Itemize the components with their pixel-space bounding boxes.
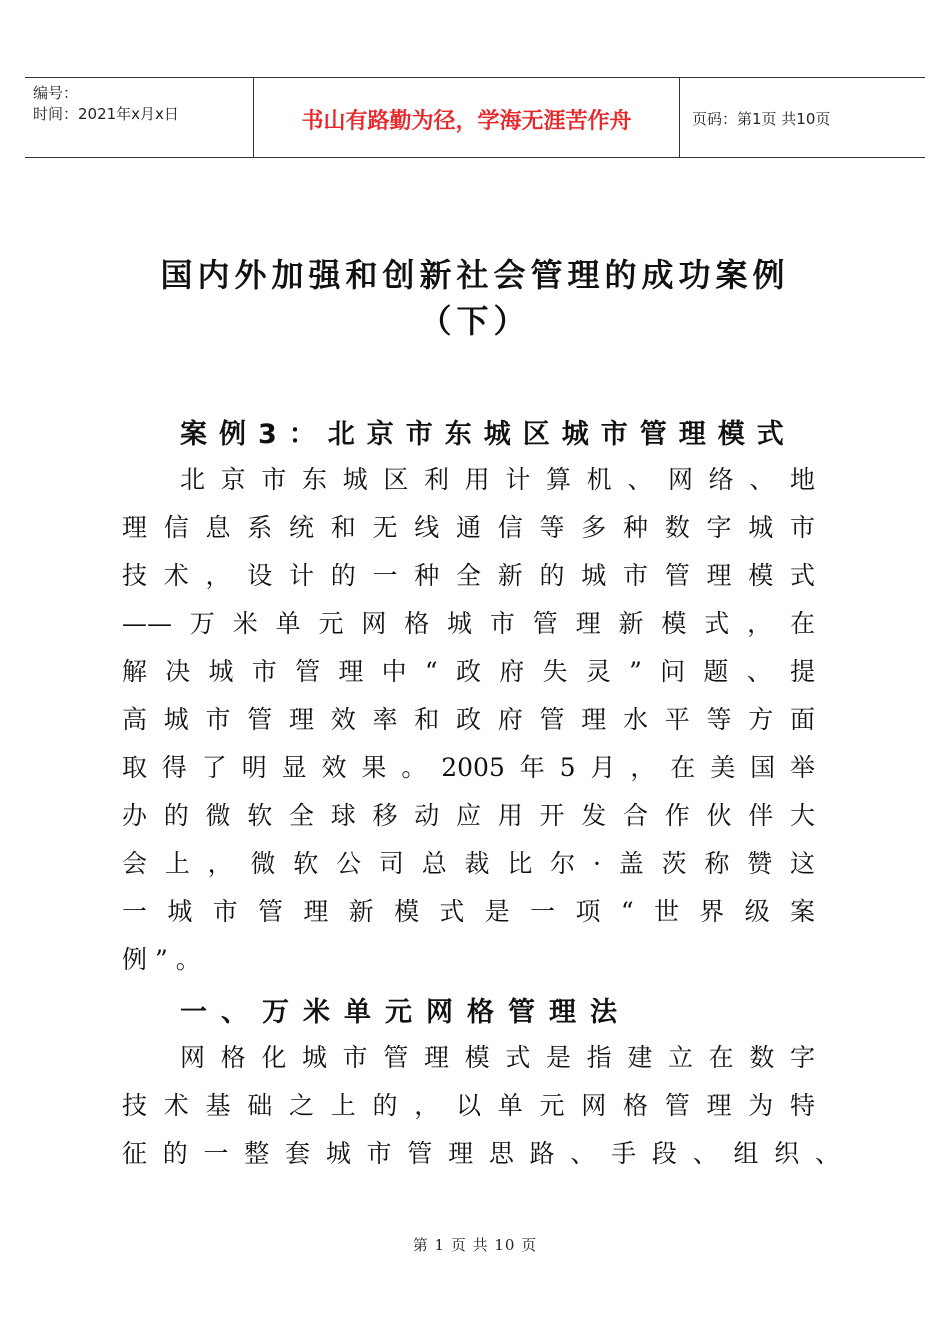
section-title: 一、万米单元网格管理法 <box>180 997 631 1028</box>
header-motto: 书山有路勤为径，学海无涯苦作舟 <box>301 109 632 134</box>
header-info-cell <box>25 78 254 157</box>
header-motto-cell <box>254 78 680 157</box>
paragraph-line: 办的微软全球移动应用开发合作伙伴大 <box>122 801 815 830</box>
paragraph-line: 网格化城市管理模式是指建立在数字 <box>180 1043 815 1072</box>
paragraph-line: 理信息系统和无线通信等多种数字城市 <box>122 513 815 542</box>
paragraph-line: ——万米单元网格城市管理新模式，在 <box>122 609 815 638</box>
document-subtitle: （下） <box>419 302 531 340</box>
paragraph-line: 北京市东城区利用计算机、网络、地 <box>180 465 815 494</box>
paragraph-line: 例”。 <box>122 945 209 974</box>
case-title: 案例3：北京市东城区城市管理模式 <box>180 419 796 450</box>
document-title: 国内外加强和创新社会管理的成功案例 <box>160 256 790 294</box>
paragraph-line: 一城市管理新模式是一项“世界级案 <box>122 897 815 926</box>
paragraph-line: 技术基础之上的，以单元网格管理为特 <box>122 1091 815 1120</box>
page-footer: 第 1 页 共 10 页 <box>412 1236 538 1254</box>
header-page-code: 页码：第1页 共10页 <box>692 110 831 128</box>
paragraph-line: 解决城市管理中“政府失灵”问题、提 <box>122 657 815 686</box>
document-time-label: 时间：2021年x月x日 <box>33 105 179 123</box>
header-page-cell <box>680 78 925 157</box>
paragraph-line: 会上，微软公司总裁比尔·盖茨称赞这 <box>122 849 815 878</box>
paragraph-line: 技术，设计的一种全新的城市管理模式 <box>122 561 815 590</box>
paragraph-line: 高城市管理效率和政府管理水平等方面 <box>122 705 815 734</box>
paragraph-line: 征的一整套城市管理思路、手段、组织、 <box>122 1139 840 1168</box>
document-number-label: 编号： <box>33 84 79 102</box>
document-header <box>25 77 925 158</box>
paragraph-line: 取得了明显效果。2005年5月，在美国举 <box>122 753 815 782</box>
